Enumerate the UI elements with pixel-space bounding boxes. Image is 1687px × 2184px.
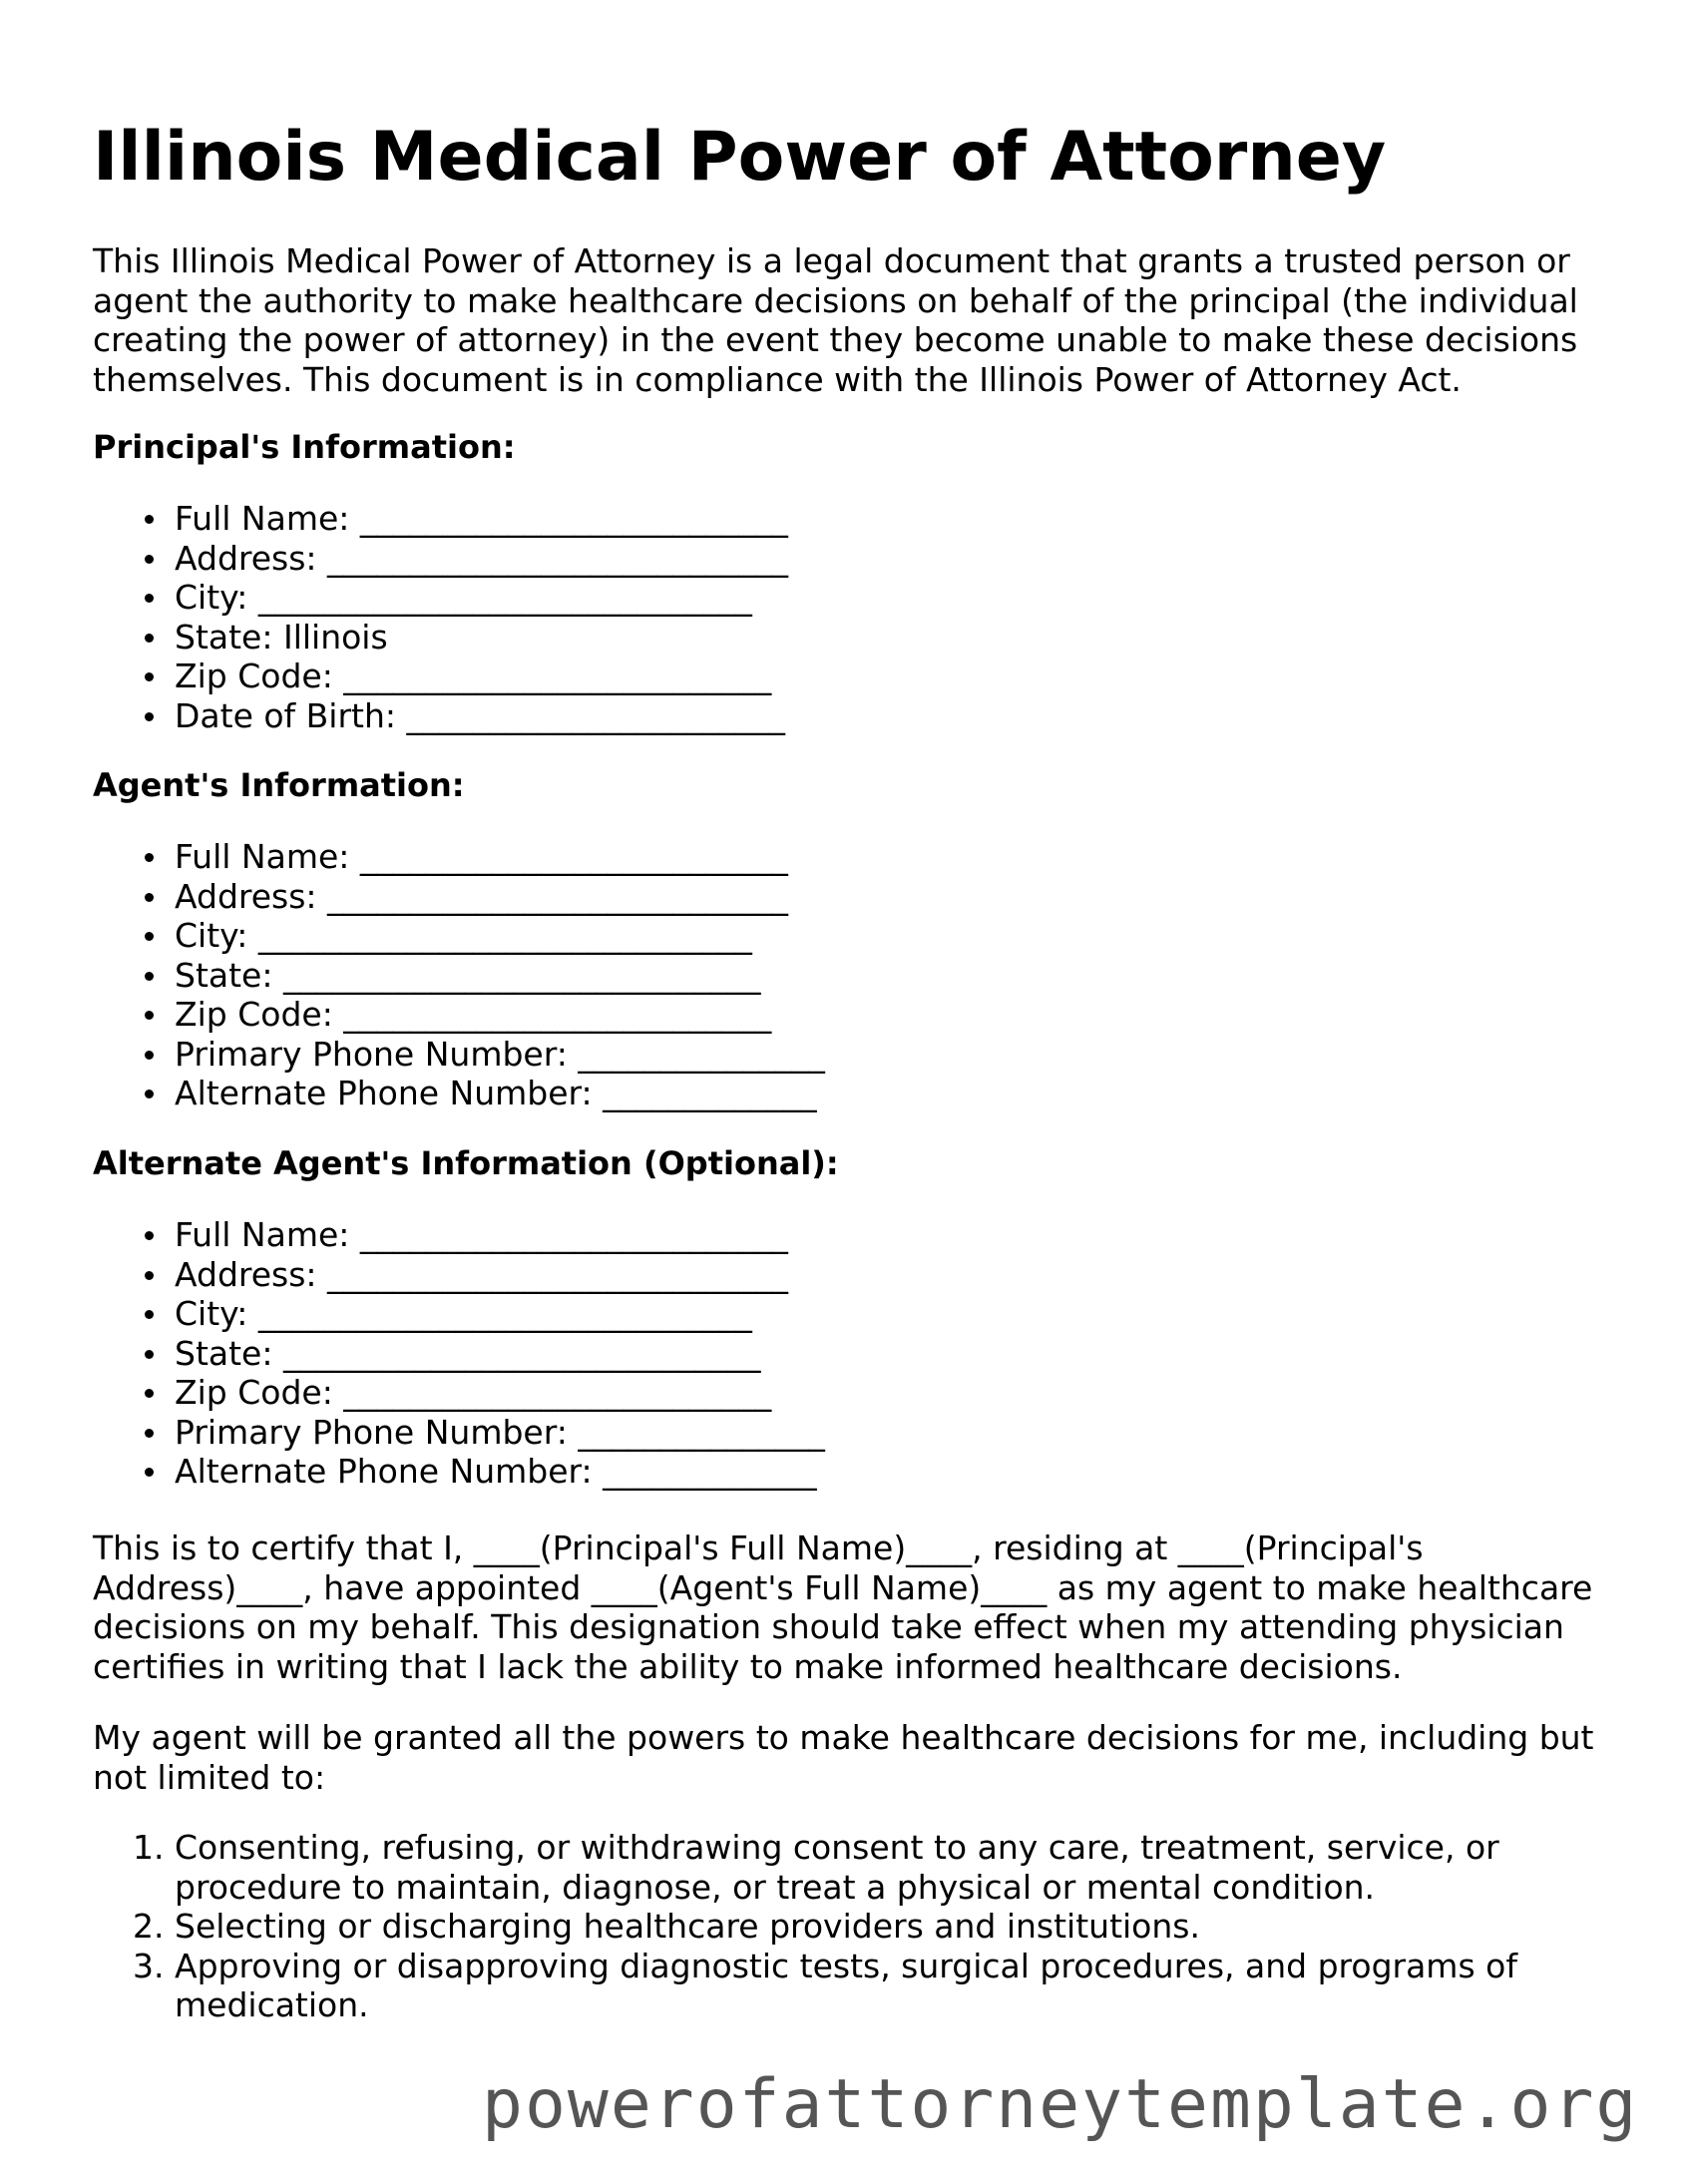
- power-item: [133, 1946, 1611, 2025]
- alt-agent-zip-field[interactable]: Zip Code: __________________________: [175, 1373, 825, 1413]
- alt-agent-alternate-phone-field[interactable]: Alternate Phone Number: _____________: [175, 1452, 825, 1492]
- power-item: [133, 1907, 1611, 1947]
- agent-fields-list: [93, 837, 825, 1113]
- intro-paragraph: This Illinois Medical Power of Attorney is a legal document that grants a trusted person or agent the authority to make healthcare decisions on behalf of the principal (the individual creating the power of attorney) in the event they become unable to make these decisions themselves. This document is in compliance with the Illinois Power of Attorney Act.: [93, 241, 1578, 399]
- alt-agent-state-field[interactable]: State: _____________________________: [175, 1334, 825, 1374]
- site-watermark: powerofattorneytemplate.org: [482, 2065, 1639, 2144]
- document-title: Illinois Medical Power of Attorney: [93, 118, 1387, 197]
- power-item-text: Approving or disapproving diagnostic tests, surgical procedures, and programs of medication.: [175, 1946, 1517, 2024]
- agent-address-field[interactable]: Address: ____________________________: [175, 877, 825, 917]
- principal-zip-field[interactable]: Zip Code: __________________________: [175, 656, 788, 696]
- alt-agent-full-name-field[interactable]: Full Name: __________________________: [175, 1215, 825, 1255]
- agent-full-name-field[interactable]: Full Name: __________________________: [175, 837, 825, 877]
- alternate-agent-heading: Alternate Agent's Information (Optional):: [93, 1144, 839, 1182]
- agent-heading: Agent's Information:: [93, 766, 465, 804]
- agent-primary-phone-field[interactable]: Primary Phone Number: _______________: [175, 1034, 825, 1074]
- power-item: [133, 1828, 1611, 1907]
- principal-city-field[interactable]: City: ______________________________: [175, 578, 788, 618]
- principal-address-field[interactable]: Address: ____________________________: [175, 538, 789, 578]
- powers-list: [93, 1828, 1611, 2025]
- principal-state-field: State: Illinois: [175, 618, 788, 657]
- certification-paragraph: This is to certify that I, ____(Principal's Full Name)____, residing at ____(Principal's Address)____, have appointed ____(Agent's Full Name)____ as my agent to make healthcare decisions on my behalf. This designation should take effect when my attending physician certifies in writing that I lack the ability to make informed healthcare decisions.: [93, 1529, 1593, 1686]
- agent-alternate-phone-field[interactable]: Alternate Phone Number: _____________: [175, 1074, 825, 1113]
- alt-agent-primary-phone-field[interactable]: Primary Phone Number: _______________: [175, 1412, 825, 1452]
- power-item-number: 3.: [133, 1946, 165, 1985]
- power-item-text: Selecting or discharging healthcare providers and institutions.: [175, 1907, 1200, 1946]
- principal-dob-field[interactable]: Date of Birth: _______________________: [175, 696, 788, 736]
- principal-full-name-field[interactable]: Full Name: __________________________: [175, 499, 788, 538]
- alternate-agent-fields-list: [93, 1215, 825, 1492]
- agent-zip-field[interactable]: Zip Code: __________________________: [175, 995, 825, 1035]
- power-item-number: 2.: [133, 1907, 165, 1946]
- principal-heading: Principal's Information:: [93, 428, 516, 466]
- power-item-number: 1.: [133, 1828, 165, 1867]
- power-item-text: Consenting, refusing, or withdrawing consent to any care, treatment, service, or procedure to maintain, diagnose, or treat a physical or mental condition.: [175, 1828, 1499, 1907]
- agent-city-field[interactable]: City: ______________________________: [175, 916, 825, 956]
- alt-agent-city-field[interactable]: City: ______________________________: [175, 1294, 825, 1334]
- principal-fields-list: [93, 499, 788, 735]
- alt-agent-address-field[interactable]: Address: ____________________________: [175, 1255, 825, 1295]
- powers-intro-paragraph: My agent will be granted all the powers to make healthcare decisions for me, including but not limited to:: [93, 1718, 1594, 1797]
- agent-state-field[interactable]: State: _____________________________: [175, 956, 825, 996]
